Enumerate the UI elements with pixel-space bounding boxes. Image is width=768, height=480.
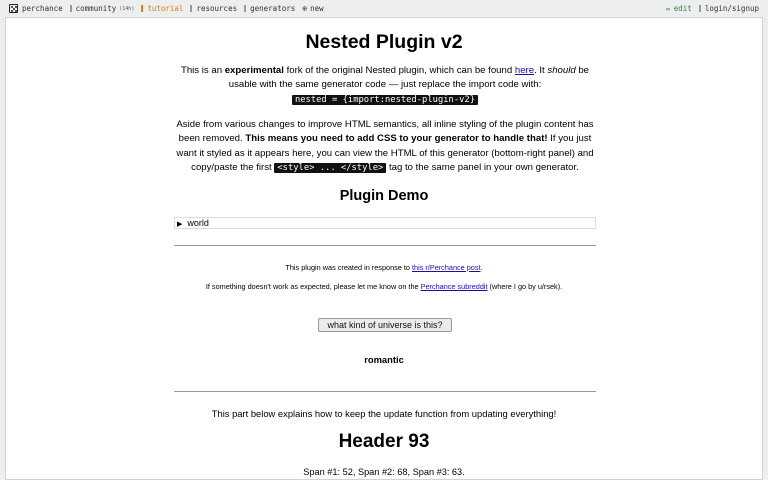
- contact-text: (where I go by u/rsek).: [487, 282, 563, 291]
- update-explanation: This part below explains how to keep the update function from updating everything!: [211, 408, 557, 419]
- list-icon: [244, 5, 246, 12]
- intro-text: This is an: [180, 65, 225, 76]
- nav-generators[interactable]: [244, 4, 295, 13]
- styling-text: Aside from various changes to improve HTML semantics, all inline styling of the plugin content has been removed.: [176, 119, 594, 145]
- pencil-icon: ✏: [665, 4, 671, 13]
- dice-icon: [9, 4, 18, 13]
- nav-community[interactable]: [70, 4, 135, 13]
- book-icon: [141, 5, 143, 12]
- logo-label: perchance: [22, 4, 63, 13]
- intro-text: . It: [534, 65, 548, 76]
- community-count: (14h): [119, 5, 135, 12]
- nav-resources[interactable]: [190, 4, 237, 13]
- styling-bold: This means you need to add CSS to your generator to handle that!: [245, 133, 548, 145]
- intro-paragraph: [174, 64, 596, 107]
- spans-output: Span #1: 52, Span #2: 68, Span #3: 63.: [303, 467, 465, 477]
- nav-resources-label: resources: [196, 4, 238, 13]
- credit-text: This plugin was created in response to: [285, 263, 412, 272]
- nav-new[interactable]: [302, 4, 323, 13]
- contact-text: If something doesn't work as expected, please let me know on the: [205, 282, 421, 291]
- subreddit-link[interactable]: Perchance subreddit: [420, 282, 488, 291]
- import-code: nested = {import:nested-plugin-v2}: [292, 95, 478, 105]
- nav-edit-label: edit: [673, 4, 692, 13]
- credit-line: [6, 263, 762, 272]
- intro-text: be usable with the same generator code — just replace the import code with:: [228, 65, 590, 91]
- nav-login-label: login/signup: [704, 4, 759, 13]
- intro-text: fork of the original Nested plugin, which can be found: [283, 65, 515, 76]
- plus-circle-icon: ⊕: [302, 4, 308, 13]
- credit-text: .: [480, 263, 483, 272]
- top-nav: [0, 0, 768, 17]
- page-title: Nested Plugin v2: [305, 31, 463, 53]
- details-summary: world: [187, 218, 209, 228]
- intro-bold: experimental: [224, 65, 284, 76]
- demo-heading: Plugin Demo: [339, 188, 429, 204]
- universe-button[interactable]: what kind of universe is this?: [318, 318, 452, 332]
- styling-text: If you just want it styled as it appears here, you can view the HTML of this generator (bottom-right panel) and copy/paste the first: [176, 133, 594, 174]
- nav-login[interactable]: [699, 4, 759, 13]
- nav-new-label: new: [310, 4, 324, 13]
- contact-line: [6, 282, 762, 291]
- divider: [174, 245, 596, 246]
- styling-text: tag to the same panel in your own generator.: [386, 162, 579, 174]
- nav-tutorial-label: tutorial: [147, 4, 184, 13]
- intro-emphasis: should: [547, 65, 576, 76]
- generator-output-panel: [5, 17, 763, 480]
- style-tag-code: <style> ... </style>: [274, 163, 386, 173]
- user-icon: [699, 5, 701, 12]
- result-output: romantic: [364, 354, 404, 365]
- nav-community-label: community: [75, 4, 117, 13]
- header-output: Header 93: [338, 431, 430, 452]
- disclosure-triangle-icon: ▶: [177, 221, 183, 228]
- folder-icon: [190, 5, 192, 12]
- original-plugin-link[interactable]: here: [514, 65, 535, 76]
- nav-generators-label: generators: [250, 4, 296, 13]
- reddit-post-link[interactable]: this r/Perchance post: [411, 263, 481, 272]
- nested-details-world[interactable]: [174, 217, 596, 229]
- chat-icon: [70, 5, 72, 12]
- styling-paragraph: [174, 118, 596, 176]
- logo-link[interactable]: [9, 4, 63, 13]
- nav-tutorial[interactable]: [141, 4, 183, 13]
- nav-edit[interactable]: [666, 4, 692, 13]
- divider: [174, 391, 596, 392]
